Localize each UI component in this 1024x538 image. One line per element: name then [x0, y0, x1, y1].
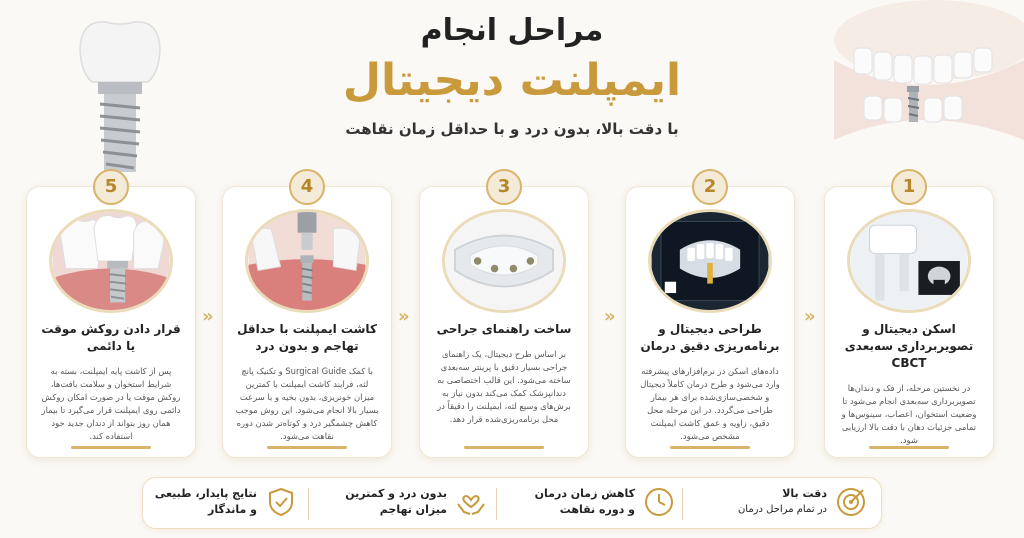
step-title: طراحی دیجیتال و برنامه‌ریزی دقیق درمان	[640, 322, 780, 353]
step-title: قرار دادن روکش موقت یا دائمی	[41, 322, 181, 353]
step-title: اسکن دیجیتال و تصویربرداری سه‌بعدی CBCT	[844, 322, 974, 370]
chevron-icon: »	[202, 306, 214, 327]
step-number: 5	[93, 169, 129, 205]
step-number: 1	[891, 169, 927, 205]
step-card-5	[26, 176, 196, 458]
target-icon	[835, 486, 867, 518]
chevron-icon: »	[804, 306, 816, 327]
step-card-4	[222, 176, 392, 458]
card-accent-bar	[869, 446, 949, 449]
card-accent-bar	[71, 446, 151, 449]
page-title: مراحل انجام	[420, 13, 604, 48]
step-number: 3	[486, 169, 522, 205]
heart-hands-icon	[455, 486, 487, 518]
card-accent-bar	[670, 446, 750, 449]
feature-subtitle: و ماندگار	[208, 503, 257, 516]
step-description: با کمک Surgical Guide و تکنیک پانچ لثه، فرایند کاشت ایمپلنت با کمترین میزان خونریزی، بدون بخیه و با سرعت بسیار بالا انجام می‌شود. این روش موجب کاهش چشمگیر درد و کوتاه‌تر شدن دوره نقاهت می‌شود.	[235, 366, 379, 441]
step-number: 2	[692, 169, 728, 205]
step-card-3	[419, 176, 589, 458]
step-description: داده‌های اسکن در نرم‌افزارهای پیشرفته وارد می‌شود و طرح درمان کاملاً دیجیتال و شخصی‌سازی‌شده برای هر بیمار طراحی می‌گردد. در این مرحله محل دقیق، زاویه و عمق کاشت ایمپلنت مشخص می‌شود.	[640, 366, 780, 441]
cbct-scanner-icon	[847, 209, 971, 313]
feature-title: بدون درد و کمترین	[345, 487, 447, 500]
step-title: کاشت ایمپلنت با حداقل تهاجم و بدون درد	[237, 322, 377, 353]
header	[0, 10, 1024, 138]
digital-jaw-icon	[648, 209, 772, 313]
feature-subtitle: در تمام مراحل درمان	[737, 504, 827, 515]
shield-check-icon	[265, 486, 297, 518]
feature-subtitle: و دوره نقاهت	[559, 503, 635, 516]
clock-icon	[643, 486, 675, 518]
step-description: بر اساس طرح دیجیتال، یک راهنمای جراحی بسیار دقیق با پرینتر سه‌بعدی ساخته می‌شود. این قالب اختصاصی به دندانپزشک کمک می‌کند بدون نیاز به برش‌های وسیع لثه، ایمپلنت را دقیقاً در محل برنامه‌ریزی‌شده قرار دهد.	[437, 349, 571, 424]
page-subtitle: با دقت بالا، بدون درد و با حداقل زمان نقاهت	[345, 120, 679, 138]
feature-subtitle: میزان تهاجم	[379, 503, 447, 516]
chevron-icon: »	[398, 306, 410, 327]
implant-placement-icon	[245, 209, 369, 313]
feature-painless	[302, 478, 487, 530]
step-title: ساخت راهنمای جراحی	[436, 322, 572, 336]
steps-section	[26, 168, 998, 458]
feature-title: کاهش زمان درمان	[534, 487, 635, 500]
feature-accuracy	[682, 478, 867, 530]
divider	[496, 488, 497, 520]
feature-title: دقت بالا	[782, 487, 827, 500]
card-accent-bar	[267, 446, 347, 449]
step-number: 4	[289, 169, 325, 205]
card-accent-bar	[464, 446, 544, 449]
feature-lasting	[112, 478, 297, 530]
divider	[682, 488, 683, 520]
crown-icon	[49, 209, 173, 313]
chevron-icon: »	[604, 306, 616, 327]
page-title-highlight: ایمپلنت دیجیتال	[342, 55, 682, 106]
features-bar	[142, 477, 882, 529]
step-description: در نخستین مرحله، از فک و دندان‌ها تصویربرداری سه‌بعدی انجام می‌شود تا وضعیت استخوان، اعصاب، سینوس‌ها و تمامی جزئیات دهان با دقت بالا ارزیابی شود.	[841, 383, 977, 445]
feature-time	[490, 478, 675, 530]
step-description: پس از کاشت پایه ایمپلنت، بسته به شرایط استخوان و سلامت بافت‌ها، روکش موقت یا در صورت امکان روکش دائمی روی ایمپلنت قرار می‌گیرد تا بیمار همان روز بتواند از دندان جدید خود استفاده کند.	[41, 366, 181, 441]
step-card-2	[625, 176, 795, 458]
feature-title: نتایج پایدار، طبیعی	[154, 487, 257, 500]
divider	[308, 488, 309, 520]
surgical-guide-icon	[442, 209, 566, 313]
step-card-1	[824, 176, 994, 458]
